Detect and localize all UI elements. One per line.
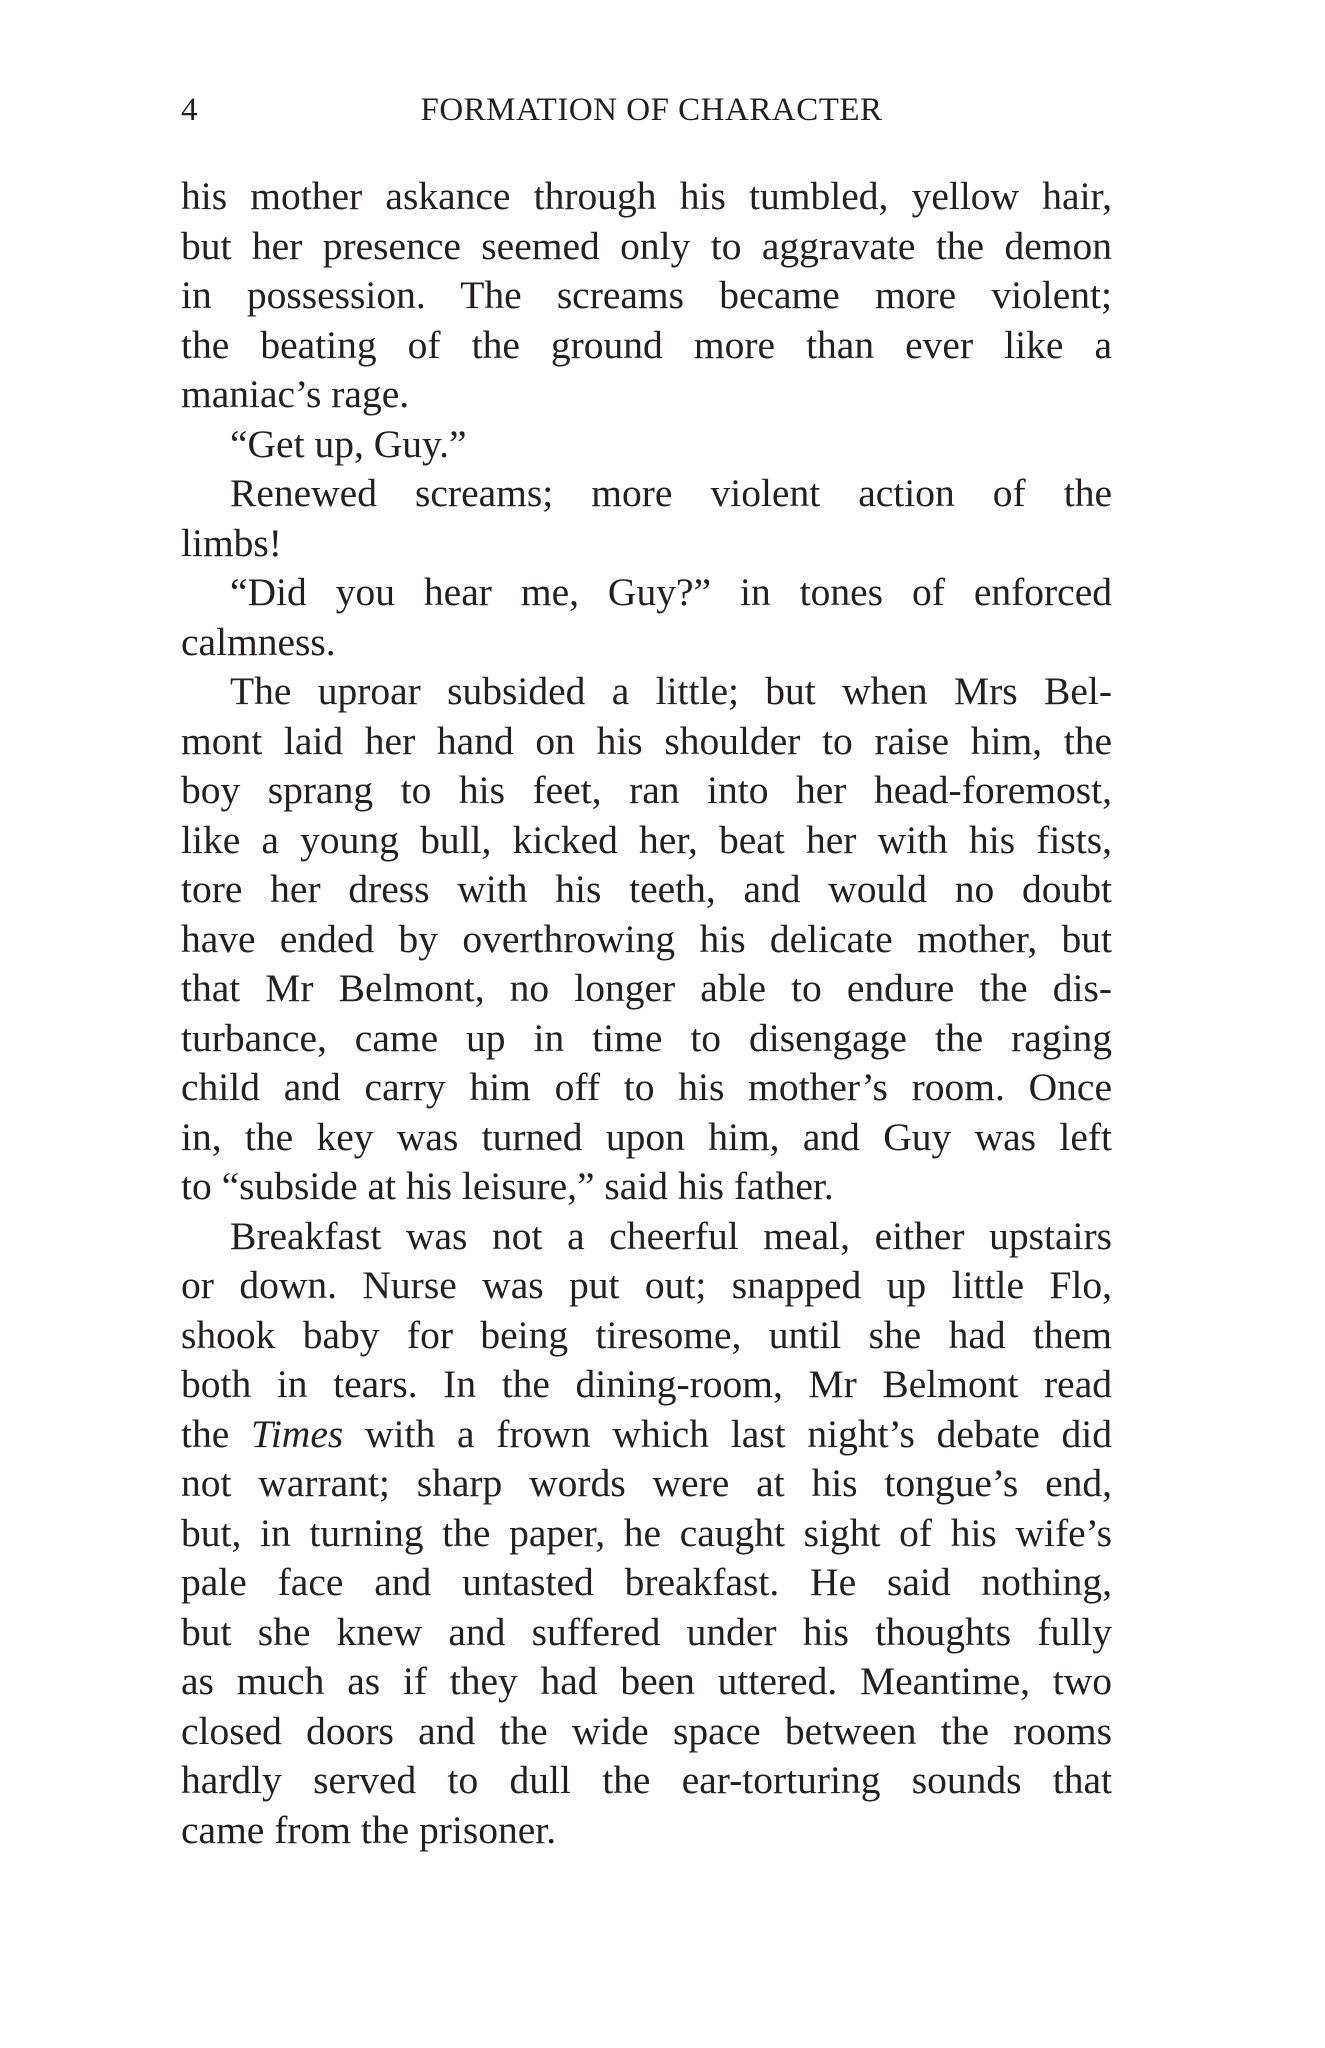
text-line: “Did you hear me, Guy?” in tones of enforced — [230, 570, 1112, 614]
text-line: but, in turning the paper, he caught sight of his wife’s — [181, 1510, 1112, 1555]
text-line: that Mr Belmont, no longer able to endure the dis- — [181, 966, 1112, 1010]
text-line: as much as if they had been uttered. Meantime, two — [181, 1659, 1112, 1703]
text-line: like a young bull, kicked her, beat her with his fists, — [181, 817, 1112, 862]
text-line: the beating of the ground more than ever like a — [181, 322, 1112, 367]
text-line: closed doors and the wide space between the rooms — [181, 1708, 1112, 1753]
text-line: or down. Nurse was put out; snapped up little Flo, — [181, 1263, 1112, 1307]
text-line: maniac’s rage. — [181, 372, 410, 416]
text-line: boy sprang to his feet, ran into her head-foremost, — [181, 768, 1112, 812]
text-line: but she knew and suffered under his thoughts fully — [181, 1609, 1112, 1654]
text-line: The uproar subsided a little; but when Mrs Bel- — [230, 669, 1112, 713]
text-segment: the — [181, 1411, 252, 1456]
text-line: Renewed screams; more violent action of the — [230, 471, 1112, 515]
running-title: FORMATION OF CHARACTER — [420, 92, 883, 128]
text-line: Breakfast was not a cheerful meal, either upstairs — [230, 1213, 1112, 1258]
text-line: to “subside at his leisure,” said his father. — [181, 1164, 834, 1208]
text-line: shook baby for being tiresome, until she had them — [181, 1312, 1112, 1357]
text-line: limbs! — [181, 520, 282, 565]
text-line: came from the prisoner. — [181, 1807, 557, 1852]
text-line: calmness. — [181, 619, 336, 664]
text-line: in possession. The screams became more violent; — [181, 273, 1112, 317]
text-line: his mother askance through his tumbled, yellow hair, — [181, 174, 1112, 218]
text-line: turbance, came up in time to disengage the raging — [181, 1015, 1112, 1060]
text-line-with-italic — [181, 1410, 1112, 1460]
text-line: pale face and untasted breakfast. He said nothing, — [181, 1560, 1112, 1604]
text-line: have ended by overthrowing his delicate mother, but — [181, 916, 1112, 961]
text-line: but her presence seemed only to aggravate the demon — [181, 223, 1112, 268]
text-line: both in tears. In the dining-room, Mr Belmont read — [181, 1362, 1112, 1406]
text-segment: with a frown which last night’s debate did — [343, 1411, 1112, 1456]
page-number: 4 — [181, 92, 198, 128]
text-line: child and carry him off to his mother’s room. Once — [181, 1065, 1112, 1109]
text-line: tore her dress with his teeth, and would no doubt — [181, 867, 1112, 911]
running-head — [181, 88, 1112, 132]
body-text — [181, 172, 1112, 1855]
text-line: not warrant; sharp words were at his tongue’s end, — [181, 1461, 1112, 1505]
italic-title-times: Times — [251, 1411, 344, 1456]
text-line: “Get up, Guy.” — [230, 421, 467, 466]
text-line: in, the key was turned upon him, and Guy was left — [181, 1114, 1112, 1159]
text-line: hardly served to dull the ear-torturing sounds that — [181, 1758, 1112, 1802]
text-line: mont laid her hand on his shoulder to raise him, the — [181, 718, 1112, 763]
